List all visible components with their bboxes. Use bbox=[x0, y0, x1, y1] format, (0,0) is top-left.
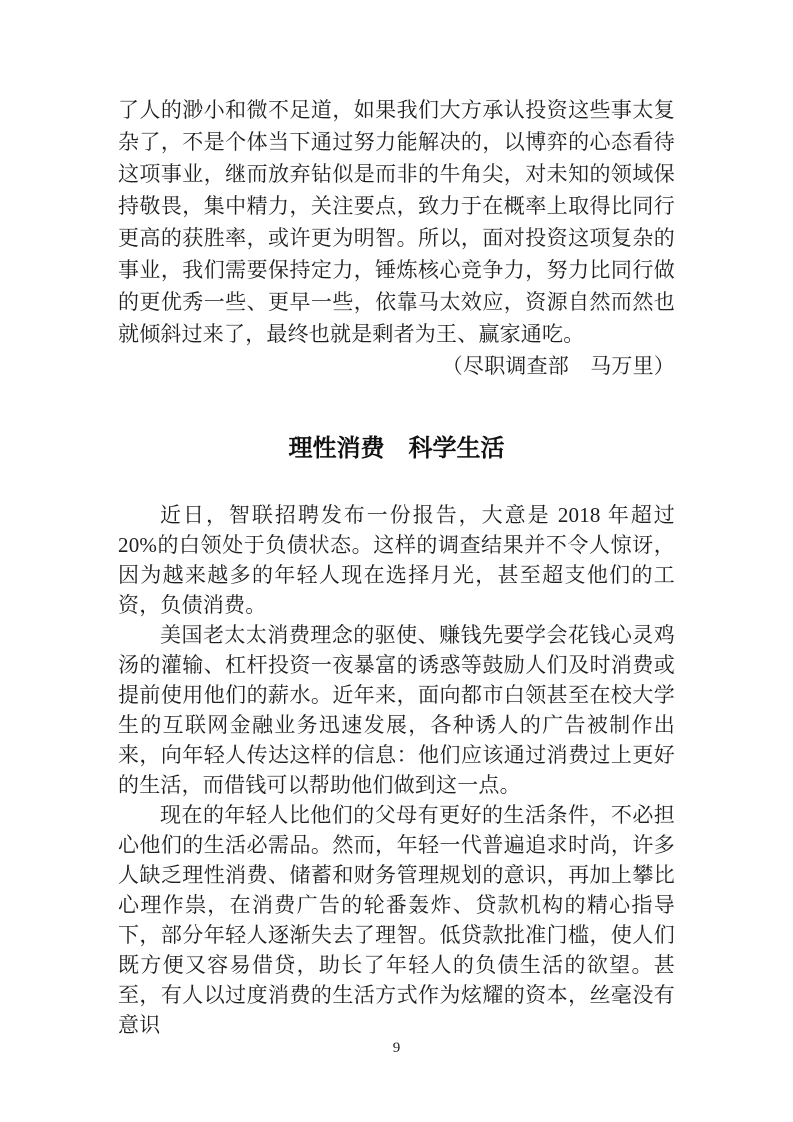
article-paragraph-2: 美国老太太消费理念的驱使、赚钱先要学会花钱心灵鸡汤的灌输、杠杆投资一夜暴富的诱惑等鼓励人们及时消费或提前使用他们的薪水。近年来，面向都市白领甚至在校大学生的互联网金融业务迅速发展，各种诱人的广告被制作出来，向年轻人传达这样的信息：他们应该通过消费过上更好的生活，而借钱可以帮助他们做到这一点。 bbox=[118, 623, 675, 797]
article-rational-consumption bbox=[118, 433, 675, 1040]
previous-article-body: 了人的渺小和微不足道，如果我们大方承认投资这些事太复杂了，不是个体当下通过努力能解决的，以博弈的心态看待这项事业，继而放弃钻似是而非的牛角尖，对未知的领域保持敬畏，集中精力，关注要点，致力于在概率上取得比同行更高的获胜率，或许更为明智。所以，面对投资这项复杂的事业，我们需要保持定力，锤炼核心竞争力，努力比同行做的更优秀一些、更早一些，依靠马太效应，资源自然而然也就倾斜过来了，最终也就是剩者为王、赢家通吃。 bbox=[118, 98, 675, 346]
previous-article-continuation bbox=[118, 94, 675, 382]
article-paragraph-1: 近日，智联招聘发布一份报告，大意是 2018 年超过 20%的白领处于负债状态。这样的调查结果并不令人惊讶，因为越来越多的年轻人现在选择月光，甚至超支他们的工资，负债消费。 bbox=[118, 503, 675, 617]
page-number: 9 bbox=[392, 1040, 401, 1056]
page-content bbox=[118, 94, 675, 1040]
previous-article-attribution: （尽职调查部 马万里） bbox=[441, 354, 675, 378]
article-paragraph-3: 现在的年轻人比他们的父母有更好的生活条件，不必担心他们的生活必需品。然而，年轻一代普遍追求时尚，许多人缺乏理性消费、储蓄和财务管理规划的意识，再加上攀比心理作祟，在消费广告的轮番轰炸、贷款机构的精心指导下，部分年轻人逐渐失去了理智。低贷款批准门槛，使人们既方便又容易借贷，助长了年轻人的负债生活的欲望。甚至，有人以过度消费的生活方式作为炫耀的资本，丝毫没有意识 bbox=[118, 803, 675, 1037]
article-title: 理性消费 科学生活 bbox=[288, 435, 505, 462]
